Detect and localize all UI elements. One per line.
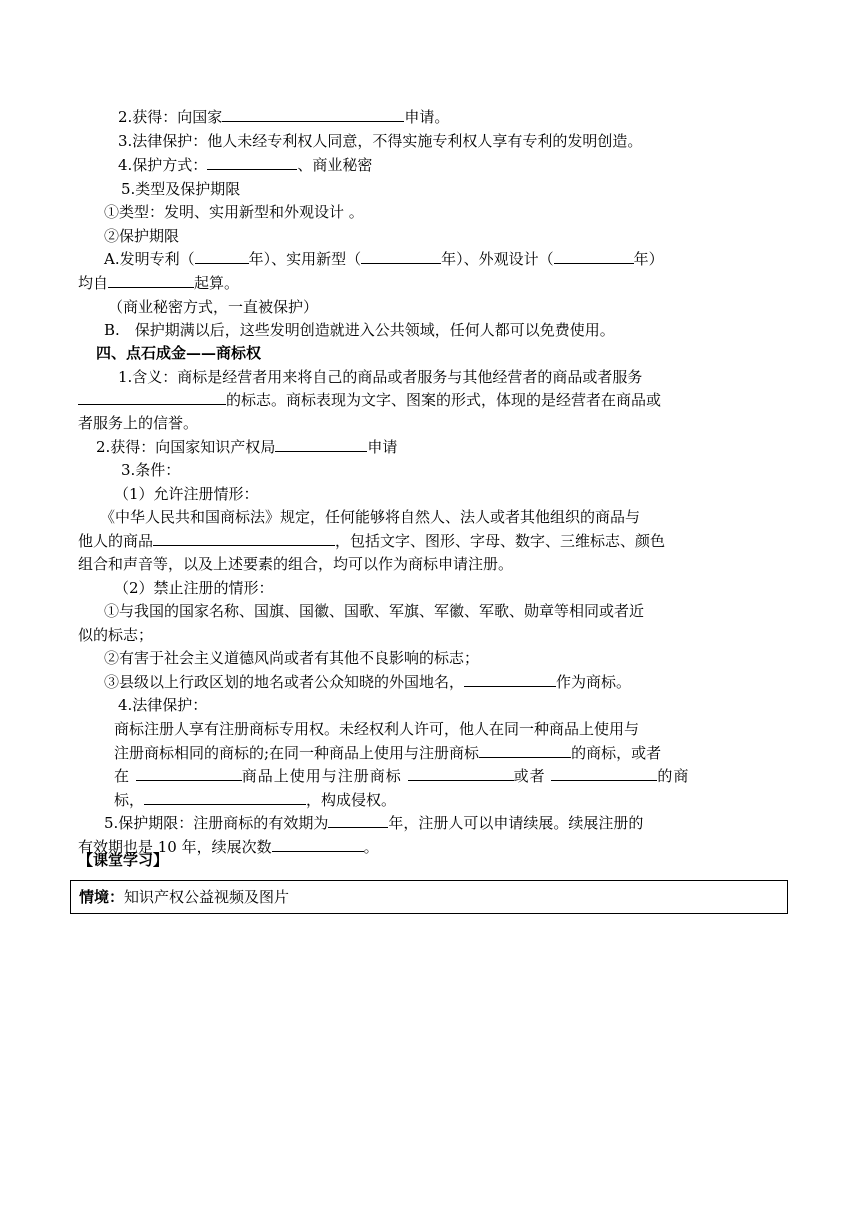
blank[interactable] [136,765,242,781]
blank[interactable] [551,765,657,781]
tm-period-line: 5.保护期限：注册商标的有效期为 年，注册人可以申请续展。续展注册的 [104,814,644,832]
prohibited-item-3: ③县级以上行政区划的地名或者公众知晓的外国地名， 作为商标。 [104,673,632,691]
situation-box [70,880,788,914]
situation-text: 知识产权公益视频及图片 [124,888,290,906]
tm-legal-3: 在 商品上使用与注册商标 或者 的商 [114,767,690,785]
law-line-3: 组合和声音等，以及上述要素的组合，均可以作为商标申请注册。 [78,555,514,573]
blank[interactable] [408,765,514,781]
situation-line [79,886,289,908]
tm-obtain-line: 2.获得：向国家知识产权局 申请 [96,438,398,456]
definition-line-2: 的标志。商标表现为文字、图案的形式，体现的是经营者在商品或 [78,389,661,411]
blank[interactable] [207,154,297,170]
blank[interactable] [464,671,556,687]
tm-legal-line: 4.法律保护： [118,696,208,714]
types-line: 5.类型及保护期限 [121,180,241,198]
blank[interactable] [328,812,388,828]
law-line-1: 《中华人民共和国商标法》规定，任何能够将自然人、法人或者其他组织的商品与 [100,508,641,526]
prohibited-item-1-cont: 似的标志； [78,626,154,644]
blank[interactable] [275,436,367,452]
prohibited-item-2: ②有害于社会主义道德风尚或者有其他不良影响的标志； [104,649,480,667]
blank[interactable] [272,836,364,852]
prohibited-item-1: ①与我国的国家名称、国旗、国徽、国歌、军旗、军徽、军歌、勋章等相同或者近 [104,602,645,620]
types-detail-line: ①类型：发明、实用新型和外观设计 。 [104,203,364,221]
expiry-line: B. 保护期满以后，这些发明创造就进入公共领域，任何人都可以免费使用。 [104,321,615,339]
period-detail-line: A.发明专利（ 年）、实用新型（ 年）、外观设计（ 年） [104,250,664,268]
prohibited-line: （2）禁止注册的情形： [114,579,274,597]
blank[interactable] [361,248,441,264]
conditions-line: 3.条件： [121,461,181,479]
protection-method-line: 4.保护方式： 、商业秘密 [118,156,373,174]
tm-period-line-2: 有效期也是 10 年，续展次数 。 [78,838,379,856]
blank[interactable] [222,106,404,122]
blank[interactable] [108,272,194,288]
blank[interactable] [78,389,226,405]
section-heading-trademark: 四、点石成金——商标权 [96,344,262,362]
blank[interactable] [144,789,306,805]
obtain-line: 2.获得：向国家 申请。 [118,108,450,126]
definition-line-1: 1.含义：商标是经营者用来将自己的商品或者服务与其他经营者的商品或者服务 [118,368,643,386]
classroom-heading: 【课堂学习】 [78,851,169,869]
definition-line-3: 者服务上的信誉。 [78,414,199,432]
allowed-line: （1）允许注册情形： [114,485,259,503]
tm-legal-4: 标， ，构成侵权。 [114,791,397,809]
legal-protection-line: 3.法律保护：他人未经专利权人同意，不得实施专利权人享有专利的发明创造。 [118,132,643,150]
tm-legal-1: 商标注册人享有注册商标专用权。未经权利人许可，他人在同一种商品上使用与 [114,720,640,738]
blank[interactable] [153,530,335,546]
period-line: ②保护期限 [104,227,180,245]
law-line-2: 他人的商品 ，包括文字、图形、字母、数字、三维标志、颜色 [78,532,666,550]
blank[interactable] [479,742,571,758]
tm-legal-2: 注册商标相同的商标的;在同一种商品上使用与注册商标 的商标，或者 [114,744,662,762]
start-line: 均自 起算。 [78,274,240,292]
blank[interactable] [554,248,634,264]
situation-label: 情境： [79,888,125,906]
blank[interactable] [195,248,249,264]
trade-secret-note: （商业秘密方式，一直被保护） [108,298,319,316]
